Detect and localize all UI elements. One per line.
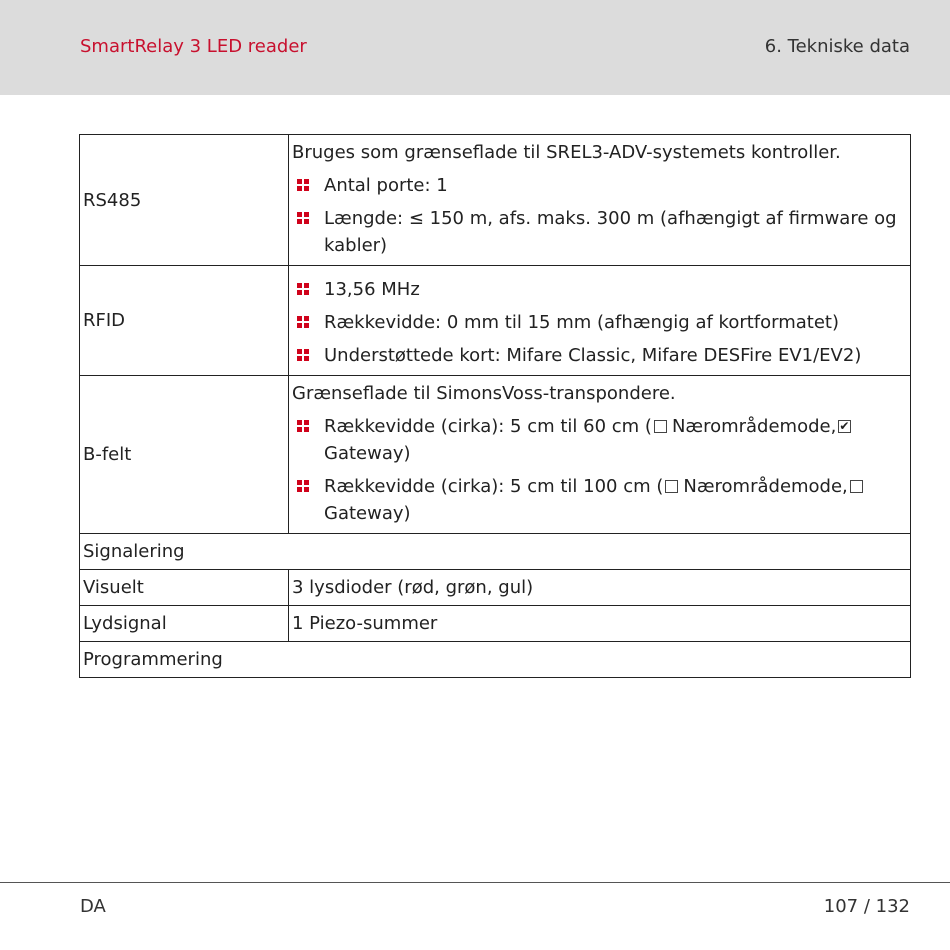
square-bullet-icon [297, 283, 309, 295]
row-value [289, 266, 911, 376]
option-label: Nærområdemode, [671, 416, 837, 437]
list-item-text: Længde: ≤ 150 m, afs. maks. 300 m (afhængigt af firmware og kabler) [324, 208, 897, 256]
section-row-label: Programmering [80, 642, 911, 678]
row-value: 3 lysdioder (rød, grøn, gul) [289, 570, 911, 606]
table-row [80, 135, 911, 266]
list-item-text: Antal porte: 1 [324, 175, 448, 196]
footer-language: DA [80, 896, 106, 917]
list-item [292, 276, 907, 303]
footer-divider [0, 882, 950, 883]
table-row [80, 606, 911, 642]
checkbox-icon [838, 420, 851, 433]
row-value [289, 376, 911, 534]
table-row [80, 376, 911, 534]
list-item [292, 413, 907, 467]
technical-data-table [79, 134, 911, 678]
table-row [80, 570, 911, 606]
section-row-label: Signalering [80, 534, 911, 570]
list-item-text: Rækkevidde: 0 mm til 15 mm (afhængig af kortformatet) [324, 312, 839, 333]
list-item [292, 473, 907, 527]
row-label: Visuelt [80, 570, 289, 606]
square-bullet-icon [297, 179, 309, 191]
square-bullet-icon [297, 349, 309, 361]
list-item [292, 172, 907, 199]
row-value: 1 Piezo-summer [289, 606, 911, 642]
row-label: RS485 [80, 135, 289, 266]
row-intro: Bruges som grænseflade til SREL3-ADV-systemets kontroller. [292, 142, 841, 163]
list-item [292, 205, 907, 259]
page-number: 107 / 132 [823, 896, 910, 917]
square-bullet-icon [297, 480, 309, 492]
list-item-text: Rækkevidde (cirka): 5 cm til 60 cm ( [324, 416, 652, 437]
list-item [292, 309, 907, 336]
option-label: Gateway) [324, 503, 411, 524]
list-item-text: Rækkevidde (cirka): 5 cm til 100 cm ( [324, 476, 664, 497]
row-value [289, 135, 911, 266]
row-label: B-felt [80, 376, 289, 534]
square-bullet-icon [297, 420, 309, 432]
row-label: Lydsignal [80, 606, 289, 642]
row-label: RFID [80, 266, 289, 376]
checkbox-icon [665, 480, 678, 493]
checkbox-icon [850, 480, 863, 493]
square-bullet-icon [297, 212, 309, 224]
option-label: Nærområdemode, [683, 476, 848, 497]
option-label: Gateway) [324, 443, 411, 464]
table-row [80, 534, 911, 570]
list-item [292, 342, 907, 369]
table-row [80, 266, 911, 376]
checkbox-icon [654, 420, 667, 433]
row-intro: Grænseflade til SimonsVoss-transpondere. [292, 383, 676, 404]
document-title: SmartRelay 3 LED reader [80, 36, 307, 57]
list-item-text: Understøttede kort: Mifare Classic, Mifare DESFire EV1/EV2) [324, 345, 862, 366]
table-row [80, 642, 911, 678]
square-bullet-icon [297, 316, 309, 328]
page-header [0, 0, 950, 95]
section-title: 6. Tekniske data [764, 36, 910, 57]
list-item-text: 13,56 MHz [324, 279, 420, 300]
